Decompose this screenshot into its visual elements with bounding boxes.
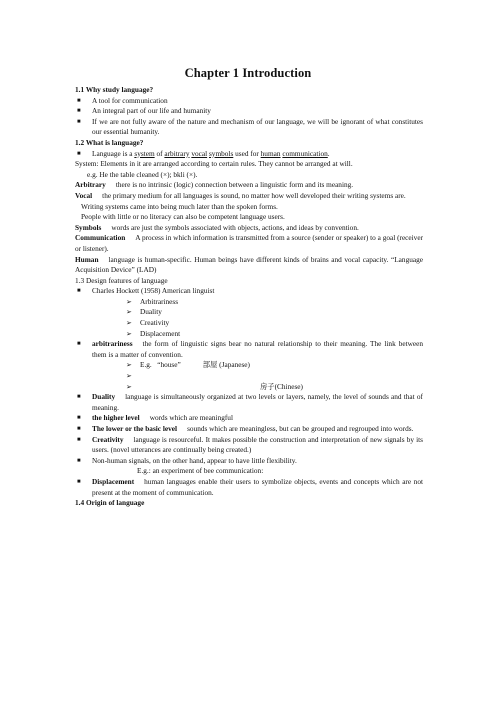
human-definition: Human language is human-specific. Human beings have different kinds of brains and vocal capacity. “Language Acquisition Device” (LAD) bbox=[75, 254, 423, 275]
section-heading-1-2: 1.2 What is language? bbox=[75, 137, 144, 147]
displacement-definition: ■ Displacement human languages enable their users to symbolize objects, events and concepts which are not present at the moment of communication. bbox=[77, 476, 423, 497]
communication-definition: Communication A process in which information is transmitted from a source (sender or speaker) to a goal (receiver or listener). bbox=[75, 233, 424, 253]
square-bullet-icon: ■ bbox=[77, 436, 81, 443]
square-bullet-icon: ■ bbox=[77, 394, 81, 401]
arrow-bullet-icon: ➢ bbox=[126, 319, 132, 328]
list-item: ■ Charles Hockett (1958) American linguist bbox=[77, 286, 215, 296]
writing-line: Writing systems came into being much later than the spoken forms. bbox=[81, 201, 278, 211]
square-bullet-icon: ■ bbox=[77, 150, 81, 157]
list-item: ■ An integral part of our life and humanity bbox=[77, 106, 211, 116]
square-bullet-icon: ■ bbox=[77, 118, 81, 125]
feature-item: ➢ Duality bbox=[126, 307, 162, 317]
list-item: ■ Non-human signals, on the other hand, appear to have little flexibility. bbox=[77, 455, 297, 465]
house-example: ➢ E.g. “house” 部屋 (Japanese) bbox=[126, 360, 250, 370]
list-item: ■ If we are not fully aware of the nature and mechanism of our language, we will be ignorant of what constitutes our essential humanity. bbox=[77, 116, 423, 137]
vocal-definition: Vocal the primary medium for all languages is sound, no matter how well developed their writing systems are. bbox=[75, 190, 406, 200]
square-bullet-icon: ■ bbox=[77, 288, 81, 295]
arbitrary-definition: Arbitrary there is no intrinsic (logic) connection between a linguistic form and its meaning. bbox=[75, 180, 354, 190]
arrow-bullet-icon: ➢ bbox=[126, 372, 132, 381]
system-line: System: Elements in it are arranged according to certain rules. They cannot be arranged at will. bbox=[75, 159, 353, 169]
section-heading-1-4: 1.4 Origin of language bbox=[75, 498, 145, 508]
higher-level-definition: ■ the higher level words which are meaningful bbox=[77, 413, 233, 423]
empty-arrow-item bbox=[75, 371, 423, 382]
arrow-bullet-icon: ➢ bbox=[126, 361, 132, 370]
square-bullet-icon: ■ bbox=[77, 426, 81, 432]
chapter-title: Chapter 1 Introduction bbox=[184, 66, 312, 80]
square-bullet-icon: ■ bbox=[77, 108, 81, 115]
people-line: People with little or no literacy can also be competent language users. bbox=[81, 212, 285, 222]
arbitrariness-definition: ■ arbitrariness the form of linguistic signs bear no natural relationship to their meaning. The link between them is a matter of convention. bbox=[77, 339, 423, 359]
creativity-definition: ■ Creativity language is resourceful. It makes possible the construction and interpretation of new signals by its users. (novel utterances are continually being created.) bbox=[77, 434, 423, 455]
square-bullet-icon: ■ bbox=[77, 415, 81, 422]
square-bullet-icon: ■ bbox=[77, 341, 81, 348]
language-definition: ■ Language is a system of arbitrary vocal symbols used for human communication. bbox=[77, 148, 330, 158]
arrow-bullet-icon: ➢ bbox=[126, 329, 132, 338]
symbols-definition: Symbols words are just the symbols associated with objects, actions, and ideas by convention. bbox=[75, 222, 359, 232]
section-heading-1-1: 1.1 Why study language? bbox=[75, 85, 154, 94]
duality-definition: ■ Duality language is simultaneously organized at two levels or layers, namely, the level of sounds and that of meaning. bbox=[77, 392, 423, 412]
document-body bbox=[75, 85, 423, 509]
feature-item: ➢ Creativity bbox=[126, 318, 170, 328]
square-bullet-icon: ■ bbox=[77, 97, 81, 104]
section-heading-1-3: 1.3 Design features of language bbox=[75, 275, 168, 285]
feature-item: ➢ Arbitrariness bbox=[126, 296, 179, 306]
chinese-example: ➢ 房子(Chinese) bbox=[126, 381, 303, 391]
bee-example: E.g.: an experiment of bee communication: bbox=[137, 466, 264, 476]
square-bullet-icon: ■ bbox=[77, 457, 81, 464]
list-item: ■ A tool for communication bbox=[77, 95, 168, 105]
example-line: e.g. He the table cleaned (×); bkli (×). bbox=[87, 169, 198, 179]
square-bullet-icon: ■ bbox=[77, 478, 81, 485]
feature-item: ➢ Displacement bbox=[126, 328, 181, 338]
arrow-bullet-icon: ➢ bbox=[126, 308, 132, 317]
arrow-bullet-icon: ➢ bbox=[126, 297, 132, 306]
lower-level-definition: ■ The lower or the basic level sounds which are meaningless, but can be grouped and regrouped into words. bbox=[77, 424, 414, 433]
arrow-bullet-icon: ➢ bbox=[126, 382, 132, 391]
